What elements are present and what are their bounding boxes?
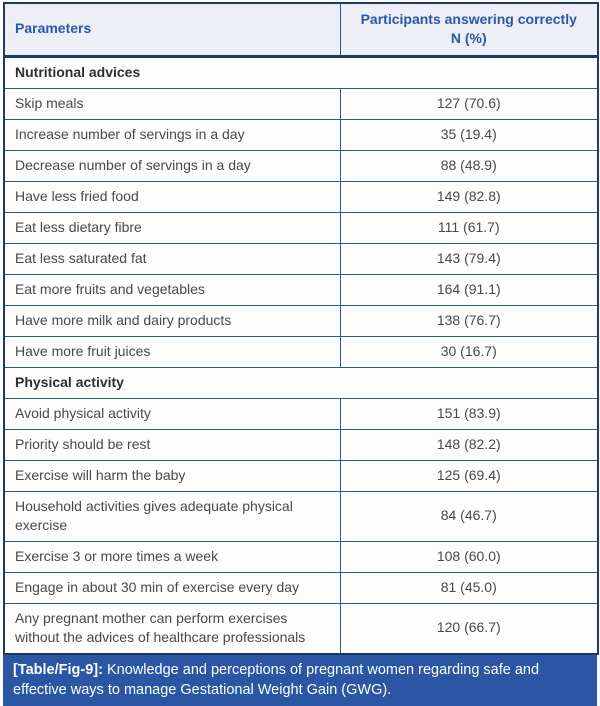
value-cell: 84 (46.7) bbox=[340, 491, 598, 541]
table-row bbox=[4, 119, 598, 150]
value-cell: 143 (79.4) bbox=[340, 243, 598, 274]
table-row bbox=[4, 150, 598, 181]
parameter-cell: Eat less saturated fat bbox=[4, 243, 340, 274]
value-cell: 138 (76.7) bbox=[340, 305, 598, 336]
parameter-cell: Engage in about 30 min of exercise every day bbox=[4, 572, 340, 603]
section-row bbox=[4, 56, 598, 88]
participants-header-line2: N (%) bbox=[450, 30, 487, 47]
parameter-cell: Increase number of servings in a day bbox=[4, 119, 340, 150]
parameter-cell: Have more fruit juices bbox=[4, 336, 340, 367]
value-cell: 30 (16.7) bbox=[340, 336, 598, 367]
table-row bbox=[4, 460, 598, 491]
figure-caption-text: Knowledge and perceptions of pregnant women regarding safe and effective ways to manage Gestational Weight Gain (GWG). bbox=[13, 661, 540, 698]
value-cell: 151 (83.9) bbox=[340, 398, 598, 429]
parameter-cell: Any pregnant mother can perform exercises without the advices of healthcare professionals bbox=[4, 603, 340, 654]
table-figure bbox=[3, 2, 597, 706]
parameter-cell: Avoid physical activity bbox=[4, 398, 340, 429]
parameter-cell: Priority should be rest bbox=[4, 429, 340, 460]
table-row bbox=[4, 305, 598, 336]
table-row bbox=[4, 88, 598, 119]
figure-caption-label: [Table/Fig-9]: bbox=[13, 661, 103, 678]
value-cell: 120 (66.7) bbox=[340, 603, 598, 654]
parameter-cell: Eat less dietary fibre bbox=[4, 212, 340, 243]
parameters-column-header: Parameters bbox=[4, 3, 340, 56]
value-cell: 111 (61.7) bbox=[340, 212, 598, 243]
parameter-cell: Exercise will harm the baby bbox=[4, 460, 340, 491]
value-cell: 81 (45.0) bbox=[340, 572, 598, 603]
table-row bbox=[4, 243, 598, 274]
figure-caption bbox=[3, 655, 597, 706]
table-body bbox=[4, 56, 598, 654]
parameter-cell: Exercise 3 or more times a week bbox=[4, 541, 340, 572]
table-row bbox=[4, 429, 598, 460]
parameter-cell: Skip meals bbox=[4, 88, 340, 119]
value-cell: 149 (82.8) bbox=[340, 181, 598, 212]
value-cell: 35 (19.4) bbox=[340, 119, 598, 150]
parameter-cell: Eat more fruits and vegetables bbox=[4, 274, 340, 305]
participants-header-line1: Participants answering correctly bbox=[360, 11, 577, 28]
section-title: Physical activity bbox=[4, 367, 598, 398]
value-cell: 108 (60.0) bbox=[340, 541, 598, 572]
value-cell: 164 (91.1) bbox=[340, 274, 598, 305]
table-row bbox=[4, 212, 598, 243]
table-row bbox=[4, 541, 598, 572]
table-row bbox=[4, 274, 598, 305]
value-cell: 127 (70.6) bbox=[340, 88, 598, 119]
table-row bbox=[4, 336, 598, 367]
table-row bbox=[4, 398, 598, 429]
parameter-cell: Household activities gives adequate physical exercise bbox=[4, 491, 340, 541]
parameter-cell: Have less fried food bbox=[4, 181, 340, 212]
participants-column-header bbox=[340, 3, 598, 56]
table-row bbox=[4, 181, 598, 212]
parameter-cell: Have more milk and dairy products bbox=[4, 305, 340, 336]
value-cell: 148 (82.2) bbox=[340, 429, 598, 460]
parameter-cell: Decrease number of servings in a day bbox=[4, 150, 340, 181]
section-row bbox=[4, 367, 598, 398]
knowledge-perceptions-table bbox=[3, 2, 599, 655]
table-row bbox=[4, 603, 598, 654]
table-row bbox=[4, 572, 598, 603]
value-cell: 88 (48.9) bbox=[340, 150, 598, 181]
value-cell: 125 (69.4) bbox=[340, 460, 598, 491]
table-row bbox=[4, 491, 598, 541]
section-title: Nutritional advices bbox=[4, 56, 598, 88]
table-header-row bbox=[4, 3, 598, 56]
